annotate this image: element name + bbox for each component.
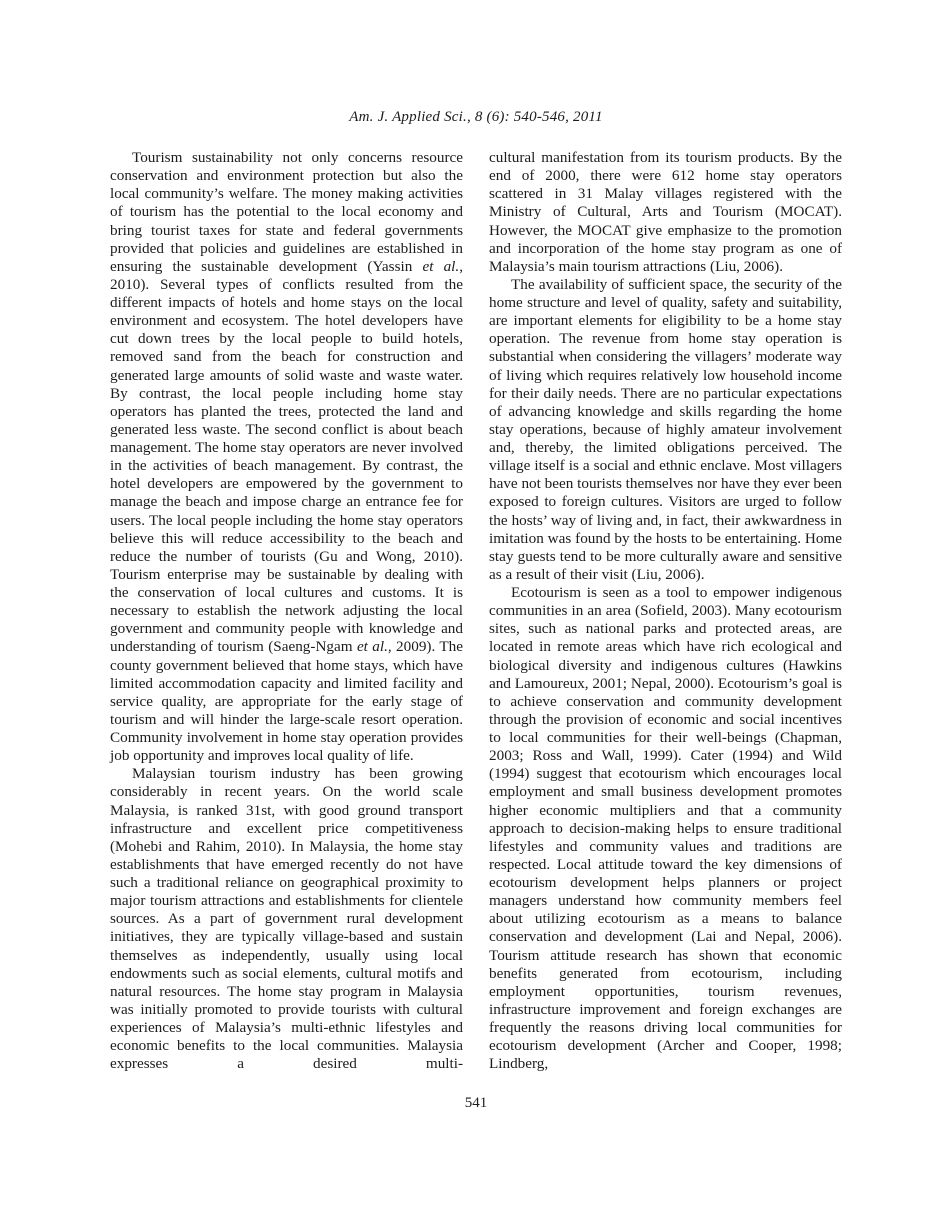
- page-number: 541: [464, 1095, 488, 1111]
- et-al-italic: et al.: [356, 638, 388, 656]
- paragraph: cultural manifestation from its tourism products. By the end of 2000, there were 612 home stay operators scattered in 31 Malay villages registered with the Ministry of Cultural, Arts and Tourism (MOCAT). However, the MOCAT give emphasize to the promotion and incorporation of the home stay program as one of Malaysia’s main tourism attractions (Liu, 2006).: [489, 149, 842, 275]
- paragraph: Malaysian tourism industry has been growing considerably in recent years. On the world scale Malaysia, is ranked 31st, with good ground transport infrastructure and excellent price competitiveness (Mohebi and Rahim, 2010). In Malaysia, the home stay establishments that have emerged recently do not have such a traditional reliance on geographical proximity to major tourism attractions and establishments for clientele sources. As a part of government rural development initiatives, they are typically village-based and sustain themselves as independently, usually using local endowments such as social elements, cultural motifs and natural resources. The home stay program in Malaysia was initially promoted to provide tourists with cultural experiences of Malaysia’s multi-ethnic lifestyles and economic benefits to the local communities. Malaysia expresses a desired multi-: [110, 765, 463, 1073]
- text-columns: [110, 149, 842, 1073]
- paragraph: Ecotourism is seen as a tool to empower indigenous communities in an area (Sofield, 2003). Many ecotourism sites, such as national parks and protected areas, are located in remote areas which have rich ecological and biological diversity and indigenous cultures (Hawkins and Lamoureux, 2001; Nepal, 2000). Ecotourism’s goal is to achieve conservation and community development through the provision of economic and social incentives to local communities for their well-beings (Chapman, 2003; Ross and Wall, 1999). Cater (1994) and Wild (1994) suggest that ecotourism which encourages local employment and small business development promotes higher economic multipliers and that a community approach to decision-making helps to ensure traditional lifestyles and community values and traditions are respected. Local attitude toward the key dimensions of ecotourism development helps planners or project managers understand how community members feel about utilizing ecotourism as a means to balance conservation and development (Lai and Nepal, 2006). Tourism attitude research has shown that economic benefits generated from ecotourism, including employment opportunities, tourism revenues, infrastructure improvement and foreign exchanges are frequently the reasons driving local communities for ecotourism development (Archer and Cooper, 1998; Lindberg,: [489, 584, 842, 1073]
- paragraph: Tourism sustainability not only concerns resource conservation and environment protection but also the local community’s welfare. The money making activities of tourism has the potential to the local economy and bring tourist taxes for state and federal governments provided that policies and guidelines are established in ensuring the sustainable development (Yassin et al., 2010). Several types of conflicts resulted from the different impacts of hotels and home stays on the local environment and ecosystem. The hotel developers have cut down trees by the local people to build hotels, removed sand from the beach for construction and generated large amounts of solid waste and waste water. By contrast, the local people including home stay operators has planted the trees, protected the land and generated less waste. The second conflict is about beach management. The home stay operators are never involved in the activities of beach management. By contrast, the hotel developers are empowered by the government to manage the beach and impose charge an entrance fee for users. The local people including the home stay operators believe this will reduce accessibility to the beach and reduce the number of tourists (Gu and Wong, 2010). Tourism enterprise may be sustainable by dealing with the conservation of local cultures and customs. It is necessary to establish the network adjusting the local government and community people with knowledge and understanding of tourism (Saeng-Ngam et al., 2009). The county government believed that home stays, which have limited accommodation capacity and limited facility and service quality, are appropriate for the early stage of tourism and will hinder the large-scale resort operation. Community involvement in home stay operation provides job opportunity and improves local quality of life.: [110, 149, 463, 765]
- paragraph: The availability of sufficient space, the security of the home structure and level of quality, safety and suitability, are important elements for eligibility to be a home stay operation. The revenue from home stay operation is substantial when considering the villagers’ moderate way of living which requires relatively low household income for their daily needs. There are no particular expectations of advancing knowledge and skills regarding the home stay operations, because of highly amateur involvement and, thereby, the limited obligations perceived. The village itself is a social and ethnic enclave. Most villagers have not been tourists themselves nor have they ever been exposed to foreign cultures. Visitors are urged to follow the hosts’ way of living and, in fact, their awkwardness in imitation was found by the hosts to be entertaining. Home stay guests tend to be more culturally aware and sensitive as a result of their visit (Liu, 2006).: [489, 275, 842, 583]
- et-al-italic: et al.: [422, 257, 460, 275]
- right-column: [489, 149, 842, 1073]
- running-head: Am. J. Applied Sci., 8 (6): 540-546, 2011: [349, 109, 603, 125]
- left-column: [110, 149, 463, 1073]
